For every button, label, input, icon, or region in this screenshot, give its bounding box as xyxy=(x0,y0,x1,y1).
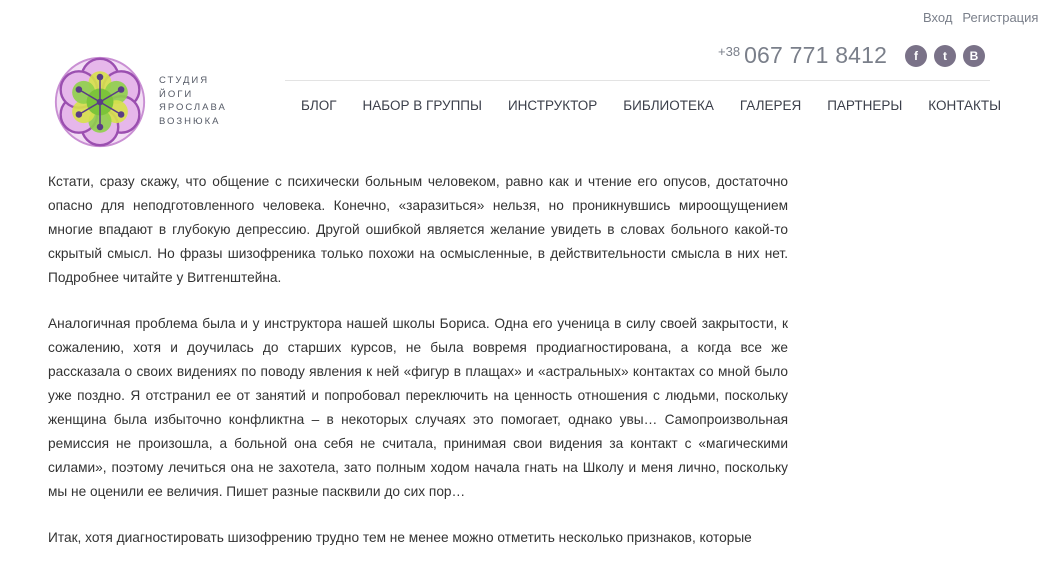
nav-item-contacts[interactable]: КОНТАКТЫ xyxy=(928,98,1002,113)
article-paragraph: Аналогичная проблема была и у инструктора нашей школы Бориса. Одна его ученица в силу своей закрытости, к сожалению, хотя и доучилась до старших курсов, не была вовремя продиагностирована, а когда все же рассказала о своих видениях по поводу явления к ней «фигур в плащах» и «астральных» контактах со мной было уже поздно. Я отстранил ее от занятий и попробовал переключить на ценность отношения с людьми, поскольку женщина была избыточно конфликтна – в некоторых случаях это помогает, однако увы… Самопроизвольная ремиссия не произошла, а больной она себя не считала, принимая свои видения за контакт с «магическими силами», поэтому лечиться она не захотела, зато полным ходом начала гнать на Школу и меня лично, поскольку мы не оценили ее величия. Пишет разные пасквили до сих пор… xyxy=(48,316,788,499)
article-paragraph: Кстати, сразу скажу, что общение с психически больным человеком, равно как и чтение его опусов, достаточно опасно для неподготовленного человека. Конечно, «заразиться» нельзя, но проникнувшись мироощущением многие впадают в глубокую депрессию. Другой ошибкой является желание увидеть в словах больного какой-то скрытый смысл. Но фразы шизофреника только похожи на осмысленные, в действительности смысла в них нет. Подробнее читайте у Витгенштейна. xyxy=(48,174,788,285)
vk-icon[interactable]: B xyxy=(963,45,985,67)
login-link[interactable]: Вход xyxy=(923,10,953,25)
social-links xyxy=(905,45,992,67)
twitter-icon[interactable]: t xyxy=(934,45,956,67)
logo-flower-icon xyxy=(56,58,144,146)
facebook-icon[interactable]: f xyxy=(905,45,927,67)
phone-number[interactable] xyxy=(718,42,887,69)
header-divider xyxy=(285,80,990,81)
nav-item-library[interactable]: БИБЛИОТЕКА xyxy=(623,98,714,113)
nav-item-partners[interactable]: ПАРТНЕРЫ xyxy=(827,98,903,113)
auth-links xyxy=(923,10,1039,25)
register-link[interactable]: Регистрация xyxy=(962,10,1039,25)
logo-line: ЯРОСЛАВА xyxy=(159,102,227,113)
phone-digits: 067 771 8412 xyxy=(744,42,888,68)
nav-item-blog[interactable]: БЛОГ xyxy=(301,98,337,113)
logo-line: СТУДИЯ xyxy=(159,75,210,86)
article-paragraph: Итак, хотя диагностировать шизофрению трудно тем не менее можно отметить несколько признаков, которые xyxy=(48,530,752,545)
phone-code: +38 xyxy=(718,44,741,59)
article-body xyxy=(48,170,788,572)
logo-line: ЙОГИ xyxy=(159,88,194,100)
logo-text[interactable] xyxy=(159,74,227,128)
nav-item-instructor[interactable]: ИНСТРУКТОР xyxy=(507,98,598,113)
studio-logo[interactable] xyxy=(52,54,148,150)
logo-line: ВОЗНЮКА xyxy=(159,115,221,127)
nav-item-groups[interactable]: НАБОР В ГРУППЫ xyxy=(362,98,482,113)
main-nav xyxy=(301,97,1027,115)
nav-item-gallery[interactable]: ГАЛЕРЕЯ xyxy=(739,98,802,113)
